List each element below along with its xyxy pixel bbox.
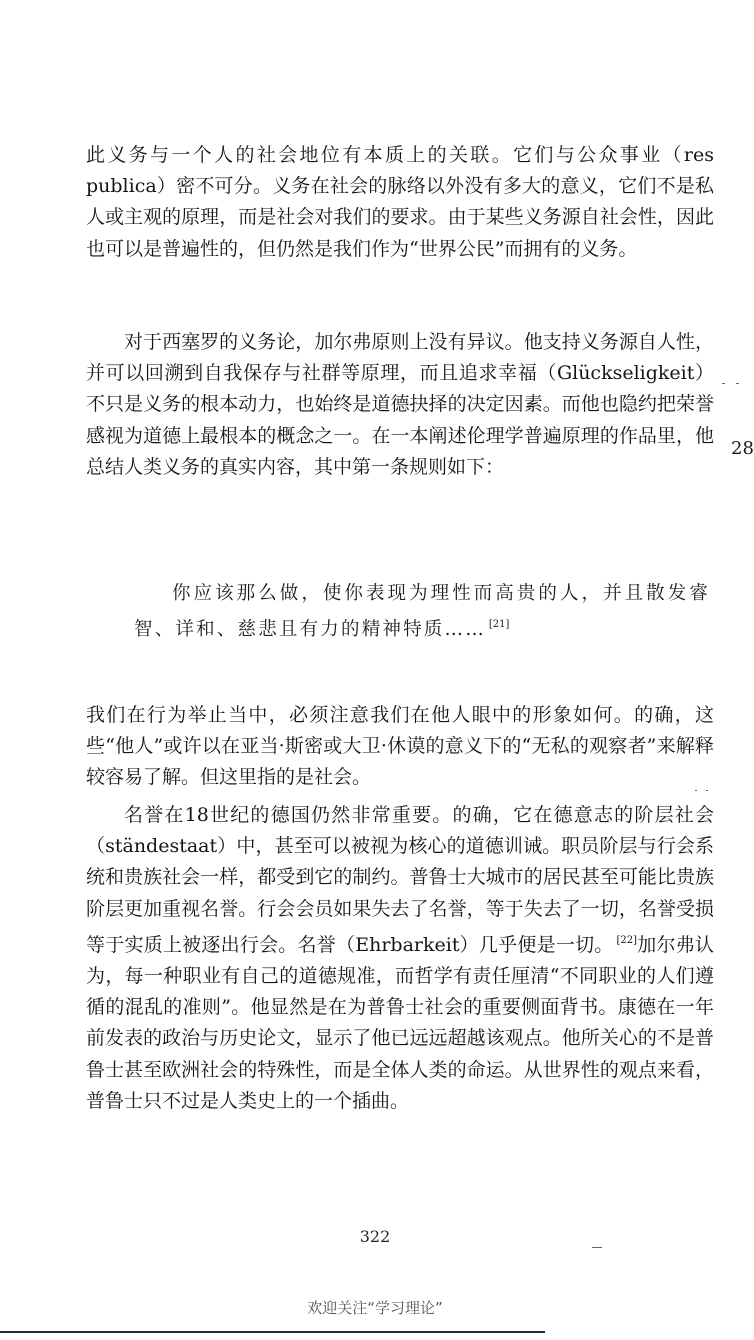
bottom-scan-edge [0, 1331, 545, 1333]
paragraph-4 [86, 800, 714, 1117]
paragraph-3: 我们在行为举止当中，必须注意我们在他人眼中的形象如何。的确，这些“他人”或许以在亚当·斯密或大卫·休谟的意义下的“无私的观察者”来解释较容易了解。但这里指的是社会。 [86, 704, 714, 789]
paragraph-1: 此义务与一个人的社会地位有本质上的关联。它们与公众事业（res publica）密不可分。义务在社会的脉络以外没有多大的意义，它们不是私人或主观的原理，而是社会对我们的要求。由于某些义务源自社会性，因此也可以是普遍性的，但仍然是我们作为“世界公民”而拥有的义务。 [86, 144, 714, 260]
paragraph-4-part-1: 名誉在18世纪的德国仍然非常重要。的确，它在德意志的阶层社会（ständestaat）中，甚至可以被视为核心的道德训诫。职员阶层与行会系统和贵族社会一样，都受到它的制约。普鲁士大城市的居民甚至可能比贵族阶层更加重视名誉。行会会员如果失去了名誉，等于失去了一切，名誉受损等于实质上被逐出行会。名誉（Ehrbarkeit）几乎便是一切。 [86, 804, 714, 956]
footnote-ref-22[interactable]: [22] [616, 934, 638, 946]
scan-speck [592, 1247, 602, 1248]
paragraph-4-part-2: 加尔弗认为，每一种职业有自己的道德规准，而哲学有责任厘清“不同职业的人们遵循的混乱的准则”。他显然是在为普鲁士社会的重要侧面背书。康德在一年前发表的政治与历史论文，显示了他已远远超越该观点。他所关心的不是普鲁士甚至欧洲社会的特殊性，而是全体人类的命运。从世界性的观点来看，普鲁士只不过是人类史上的一个插曲。 [86, 933, 714, 1112]
scan-speck [706, 790, 708, 791]
page-number: 322 [359, 1227, 391, 1246]
scan-speck [695, 790, 697, 791]
footnote-ref-21[interactable]: [21] [488, 619, 510, 630]
scan-speck [722, 383, 725, 384]
scan-speck [736, 383, 739, 384]
quote-text: 你应该那么做，使你表现为理性而高贵的人，并且散发睿智、详和、慈悲且有力的精神特质…… [134, 583, 710, 640]
block-quote [134, 578, 710, 645]
footer-watermark: 欢迎关注“学习理论” [307, 1299, 443, 1317]
margin-page-number: 28 [731, 438, 754, 459]
paragraph-2: 对于西塞罗的义务论，加尔弗原则上没有异议。他支持义务源自人性，并可以回溯到自我保存与社群等原理，而且追求幸福（Glückseligkeit）不只是义务的根本动力，也始终是道德抉择的决定因素。而他也隐约把荣誉感视为道德上最根本的概念之一。在一本阐述伦理学普遍原理的作品里，他总结人类义务的真实内容，其中第一条规则如下： [86, 331, 714, 478]
